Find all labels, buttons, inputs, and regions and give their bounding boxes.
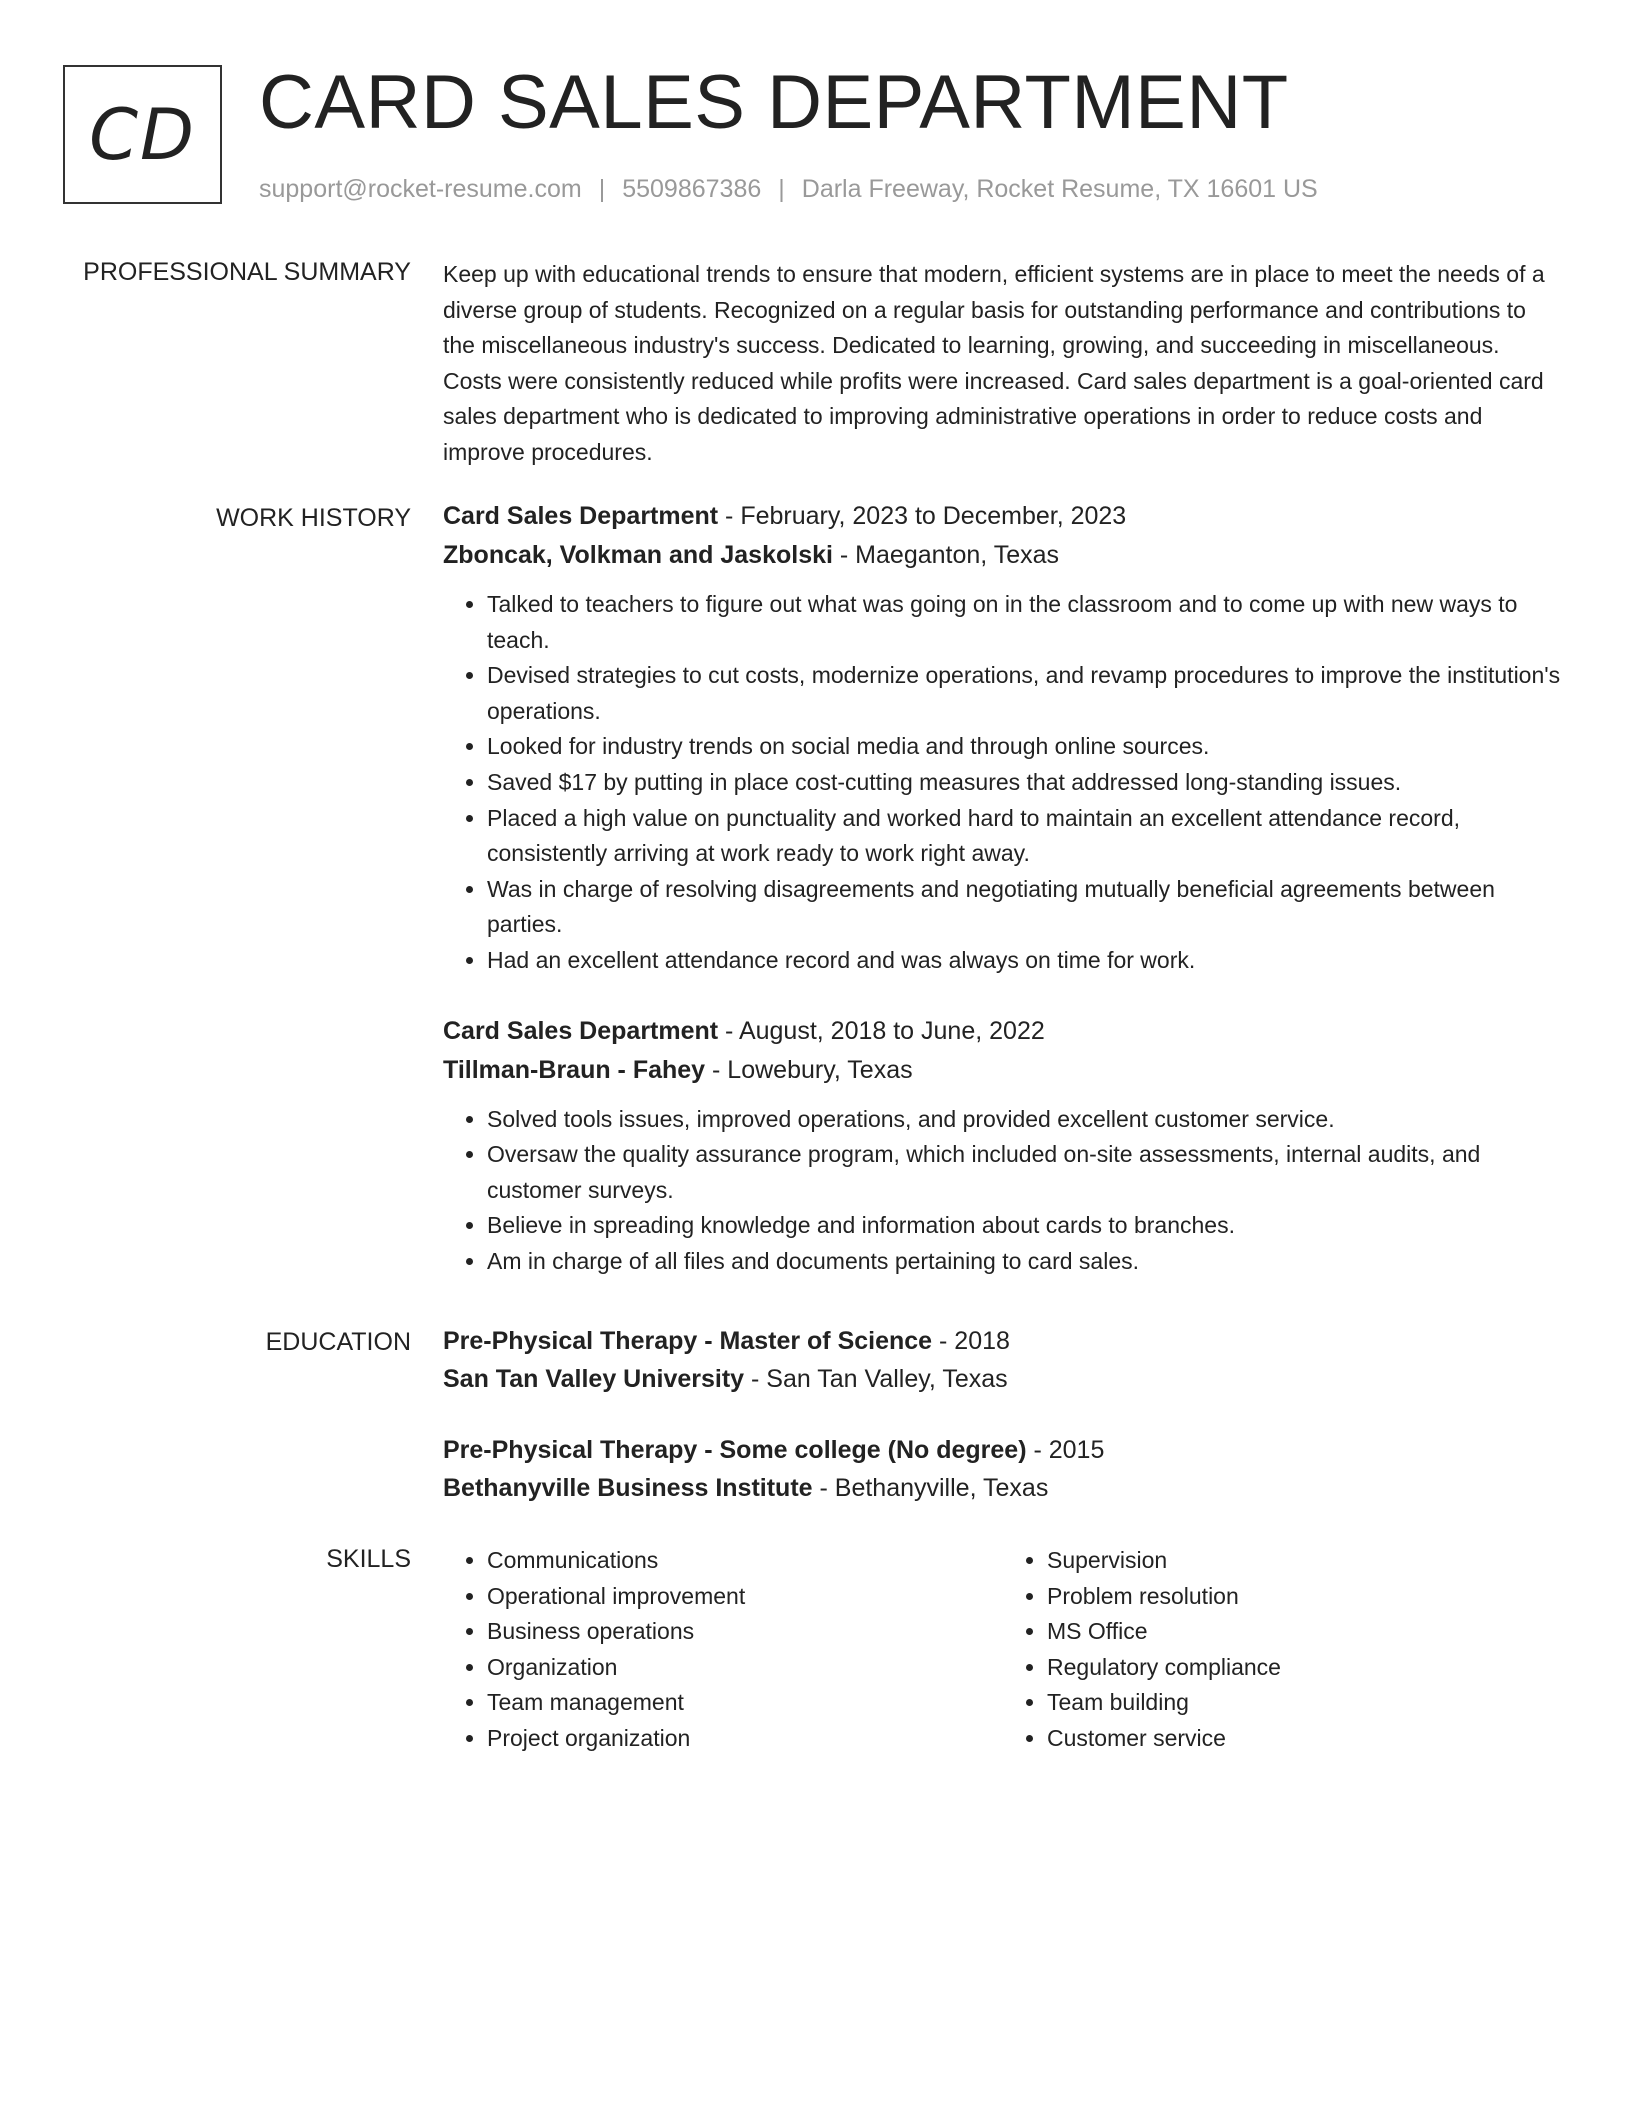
list-item: • Looked for industry trends on social media and through online sources. — [487, 729, 1563, 765]
job-title-line — [443, 1012, 1563, 1051]
contact-address: Darla Freeway, Rocket Resume, TX 16601 US — [801, 175, 1318, 203]
job-company: Zboncak, Volkman and Jaskolski — [443, 541, 833, 569]
job-dates: - August, 2018 to June, 2022 — [718, 1016, 1045, 1045]
list-item: • MS Office — [1047, 1614, 1563, 1650]
skills-list-right — [1003, 1543, 1563, 1757]
list-item: • Operational improvement — [487, 1579, 1003, 1615]
list-item: • Talked to teachers to figure out what was going on in the classroom and to come up with new ways to teach. — [487, 587, 1563, 658]
job-location: - Lowebury, Texas — [705, 1055, 913, 1084]
list-item: • Organization — [487, 1650, 1003, 1686]
job-title: Card Sales Department — [443, 502, 719, 530]
list-item: • Had an excellent attendance record and was always on time for work. — [487, 943, 1563, 979]
monogram-initials: CD — [89, 93, 196, 176]
school-location: - Bethanyville, Texas — [812, 1474, 1049, 1502]
contact-separator: | — [598, 175, 606, 203]
list-item: • Saved $17 by putting in place cost-cutting measures that addressed long-standing issues. — [487, 765, 1563, 801]
school: Bethanyville Business Institute — [443, 1474, 813, 1502]
monogram-logo — [63, 65, 222, 204]
candidate-name: CARD SALES DEPARTMENT — [259, 60, 1289, 145]
education-entry — [443, 1322, 1563, 1398]
list-item: • Oversaw the quality assurance program, which included on-site assessments, internal audits, and customer surveys. — [487, 1137, 1563, 1208]
job-location: - Maeganton, Texas — [832, 541, 1060, 569]
education-entry — [443, 1431, 1563, 1507]
job-duties-list — [443, 1102, 1563, 1280]
section-label-work-history: WORK HISTORY — [216, 504, 411, 532]
list-item: • Am in charge of all files and documents pertaining to card sales. — [487, 1244, 1563, 1280]
degree: Pre-Physical Therapy - Master of Science — [443, 1327, 933, 1355]
contact-line — [259, 175, 1318, 204]
list-item: • Believe in spreading knowledge and information about cards to branches. — [487, 1208, 1563, 1244]
list-item: • Business operations — [487, 1614, 1003, 1650]
list-item: • Supervision — [1047, 1543, 1563, 1579]
degree: Pre-Physical Therapy - Some college (No degree) — [443, 1436, 1027, 1464]
job-company-line — [443, 536, 1563, 575]
degree-line — [443, 1431, 1563, 1469]
contact-email: support@rocket-resume.com — [259, 175, 582, 203]
list-item: • Communications — [487, 1543, 1003, 1579]
summary-text: Keep up with educational trends to ensure that modern, efficient systems are in place to meet the needs of a diverse group of students. Recognized on a regular basis for outstanding performance and contributions to the miscellaneous industry's success. Dedicated to learning, growing, and succeeding in miscellaneous. Costs were consistently reduced while profits were increased. Card sales department is a goal-oriented card sales department who is dedicated to improving administrative operations in order to reduce costs and improve procedures. — [443, 261, 1545, 465]
degree-year: - 2018 — [932, 1327, 1010, 1355]
skills-list-left — [443, 1543, 1003, 1757]
school-line — [443, 1360, 1563, 1398]
degree-line — [443, 1322, 1563, 1360]
job-title-line — [443, 497, 1563, 536]
resume-header — [63, 60, 1569, 215]
section-label-education: EDUCATION — [265, 1328, 411, 1356]
list-item: • Was in charge of resolving disagreements and negotiating mutually beneficial agreements between parties. — [487, 872, 1563, 943]
skills-grid — [443, 1543, 1563, 1757]
school-location: - San Tan Valley, Texas — [744, 1365, 1008, 1393]
list-item: • Project organization — [487, 1721, 1003, 1757]
degree-year: - 2015 — [1026, 1436, 1105, 1464]
section-label-skills: SKILLS — [326, 1545, 411, 1573]
list-item: • Team management — [487, 1685, 1003, 1721]
school: San Tan Valley University — [443, 1365, 745, 1393]
job-title: Card Sales Department — [443, 1016, 719, 1045]
school-line — [443, 1469, 1563, 1507]
list-item: • Team building — [1047, 1685, 1563, 1721]
contact-separator: | — [778, 175, 785, 203]
job-entry — [443, 1012, 1563, 1280]
job-entry — [443, 497, 1563, 979]
job-company-line — [443, 1051, 1563, 1090]
list-item: • Problem resolution — [1047, 1579, 1563, 1615]
contact-phone: 5509867386 — [622, 175, 762, 203]
list-item: • Solved tools issues, improved operations, and provided excellent customer service. — [487, 1102, 1563, 1138]
section-label-summary: PROFESSIONAL SUMMARY — [83, 258, 411, 286]
list-item: • Regulatory compliance — [1047, 1650, 1563, 1686]
list-item: • Devised strategies to cut costs, modernize operations, and revamp procedures to improve the institution's operations. — [487, 658, 1563, 729]
job-duties-list — [443, 587, 1563, 979]
job-company: Tillman-Braun - Fahey — [443, 1055, 706, 1084]
list-item: • Customer service — [1047, 1721, 1563, 1757]
list-item: • Placed a high value on punctuality and worked hard to maintain an excellent attendance record, consistently arriving at work ready to work right away. — [487, 801, 1563, 872]
job-dates: - February, 2023 to December, 2023 — [718, 502, 1127, 530]
